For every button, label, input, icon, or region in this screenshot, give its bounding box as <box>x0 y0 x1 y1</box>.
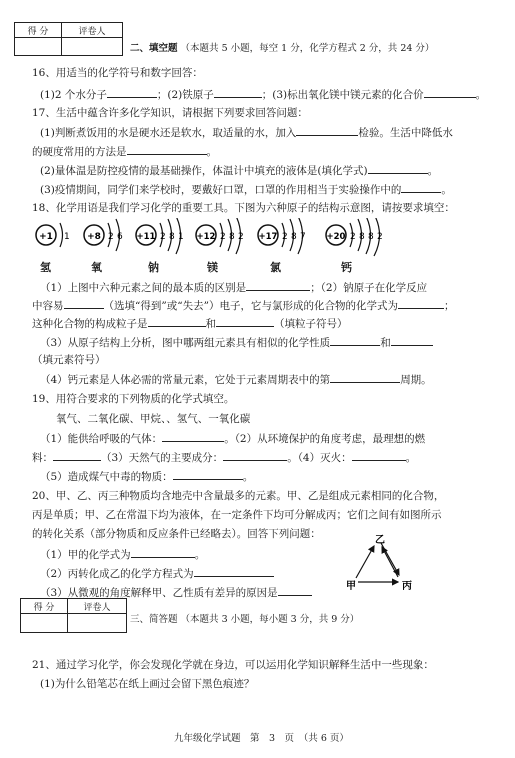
answer-blank[interactable] <box>127 144 207 155</box>
answer-blank[interactable] <box>216 316 274 327</box>
element-name-hydrogen: 氢 <box>40 261 51 274</box>
svg-text:8: 8 <box>368 232 374 242</box>
q19-text: （3）天然气的主要成分： <box>101 452 224 464</box>
q17-line2: 的硬度常用的方法是 。 <box>32 146 217 158</box>
answer-blank[interactable] <box>214 87 262 98</box>
page-footer: 九年级化学试题 第 3 页 （共 6 页） <box>174 733 349 744</box>
svg-text:+12: +12 <box>196 232 216 242</box>
atom-sodium <box>136 218 184 254</box>
element-name-magnesium: 镁 <box>207 261 218 274</box>
grader-label: 评卷人 <box>68 599 127 614</box>
atom-hydrogen <box>36 223 70 247</box>
q21-part1: (1)为什么铅笔芯在纸上画过会留下黑色痕迹？ <box>40 678 255 690</box>
grader-cell[interactable] <box>68 614 127 633</box>
grader-label: 评卷人 <box>62 23 123 38</box>
q16-part1: (1)2 个水分子 <box>40 89 107 101</box>
answer-blank[interactable] <box>64 298 104 309</box>
svg-text:2: 2 <box>108 232 114 242</box>
answer-blank[interactable] <box>223 450 287 461</box>
q20-text: （2）丙转化成乙的化学方程式为 <box>40 568 194 580</box>
svg-text:+11: +11 <box>136 232 156 242</box>
diagram-label-bing: 丙 <box>402 581 412 592</box>
q17-text: (3)疫情期间，同学们来学校时，要戴好口罩，口罩的作用相当于实验操作中的 <box>40 184 402 196</box>
answer-blank[interactable] <box>398 298 444 309</box>
answer-blank[interactable] <box>194 566 274 577</box>
section-note: （本题共 3 小题，每小题 3 分，共 9 分） <box>180 614 360 625</box>
q20-part2 <box>40 566 274 581</box>
score-box-2 <box>20 598 127 633</box>
q17-text: 的硬度常用的方法是 <box>32 146 127 158</box>
score-cell[interactable] <box>21 614 68 633</box>
element-name-oxygen: 氧 <box>91 261 102 274</box>
svg-text:2: 2 <box>160 232 166 242</box>
q18-text: 这种化合物的构成粒子是 <box>32 318 148 330</box>
section2-header <box>130 40 434 54</box>
q18-text: （填粒子符号） <box>274 318 348 330</box>
answer-blank[interactable] <box>162 431 224 442</box>
q18-line1 <box>40 280 427 295</box>
q18-line4 <box>40 335 433 350</box>
element-name-sodium: 钠 <box>148 261 159 274</box>
q20-part1: （1）甲的化学式为 。 <box>40 549 206 561</box>
score-cell[interactable] <box>15 38 62 56</box>
q19-line3: （5）造成煤气中毒的物质： 。 <box>40 471 254 483</box>
q20-line2: 丙是单质；甲、乙在常温下均为液体，在一定条件下均可分解成丙；它们之间有如图所示 <box>32 509 442 521</box>
q20-text: （1）甲的化学式为 <box>40 549 131 561</box>
q18-stem: 18、化学用语是我们学习化学的重要工具。下图为六种原子的结构示意图，请按要求填空： <box>32 202 455 214</box>
q18-text: 周期。 <box>400 374 432 386</box>
svg-text:8: 8 <box>229 232 235 242</box>
q18-line3 <box>32 316 348 331</box>
q18-text: 和 <box>205 318 216 330</box>
q19-line2: 料： （3）天然气的主要成分： 。（4）灭火： 。 <box>32 452 417 464</box>
svg-text:2: 2 <box>350 232 356 242</box>
answer-blank[interactable] <box>330 372 400 383</box>
q19-text: （1）能供给呼吸的气体： <box>40 433 163 445</box>
answer-blank[interactable] <box>173 469 243 480</box>
q19-line1: （1）能供给呼吸的气体： 。（2）从环境保护的角度考虑，最理想的燃 <box>40 433 426 445</box>
answer-blank[interactable] <box>53 450 101 461</box>
answer-blank[interactable] <box>296 125 358 136</box>
q17-stem: 17、生活中蕴含许多化学知识，请根据下列要求回答问题： <box>32 107 308 119</box>
q18-text: 和 <box>380 337 391 349</box>
svg-text:+8: +8 <box>87 232 101 242</box>
answer-blank[interactable] <box>107 87 157 98</box>
atom-calcium <box>326 218 383 256</box>
svg-text:+20: +20 <box>326 232 346 242</box>
section-title: 三、简答题 <box>130 614 178 625</box>
q16-part2: ；(2)铁原子 <box>156 89 214 101</box>
q17-text: (2)量体温是防控疫情的最基础操作，体温计中填充的液体是(填化学式) <box>40 165 368 177</box>
answer-blank[interactable] <box>401 182 441 193</box>
q18-text: （1）上图中六种元素之间的最本质的区别是 <box>40 282 247 294</box>
svg-text:8: 8 <box>169 232 175 242</box>
svg-text:2: 2 <box>220 232 226 242</box>
q18-text: ；（2）钠原子在化学反应 <box>310 282 428 294</box>
q19-substances: 氧气、二氧化碳、甲烷、、氢气、一氧化碳 <box>56 413 251 425</box>
q16-end: 。 <box>475 89 487 101</box>
answer-blank[interactable] <box>424 87 476 98</box>
score-box-1 <box>14 22 123 56</box>
q18-text: （选填“得到”或“失去”）电子，它与氯形成的化合物的化学式为 <box>103 300 398 312</box>
grader-cell[interactable] <box>62 38 123 56</box>
q20-line3: 的转化关系（部分物质和反应条件已经略去）。回答下列问题： <box>32 528 321 540</box>
q17-text: (1)判断煮饭用的水是硬水还是软水，取适量的水，加入 <box>40 127 297 139</box>
q19-text: （5）造成煤气中毒的物质： <box>40 471 173 483</box>
q19-text: （2）从环境保护的角度考虑，最理想的燃 <box>234 433 426 445</box>
svg-text:7: 7 <box>300 232 306 242</box>
svg-text:8: 8 <box>291 232 297 242</box>
answer-blank[interactable] <box>148 316 206 327</box>
score-label: 得 分 <box>15 23 62 38</box>
q18-line6 <box>40 372 432 387</box>
q18-line2: 中容易 （选填“得到”或“失去”）电子，它与氯形成的化合物的化学式为 ； <box>32 300 455 312</box>
diagram-label-yi: 乙 <box>375 535 385 546</box>
q20-line1: 20、甲、乙、丙三种物质均含地壳中含量最多的元素。甲、乙是组成元素相同的化合物， <box>32 490 445 502</box>
svg-text:1: 1 <box>178 232 184 242</box>
section-title: 二、填空题 <box>130 43 178 54</box>
atom-structure-diagrams <box>34 218 504 270</box>
section-note: （本题共 5 小题，每空 1 分，化学方程式 2 分，共 24 分） <box>180 43 435 54</box>
answer-blank[interactable] <box>391 335 433 346</box>
svg-text:1: 1 <box>64 232 70 242</box>
score-label: 得 分 <box>21 599 68 614</box>
q17-line3: (2)量体温是防控疫情的最基础操作，体温计中填充的液体是(填化学式) 。 <box>40 165 439 177</box>
q20-text: （3）从微观的角度解释甲、乙性质有差异的原因是 <box>40 587 278 599</box>
answer-blank[interactable] <box>131 547 195 558</box>
q18-text: 中容易 <box>32 300 64 312</box>
q16-parts <box>40 87 486 102</box>
svg-text:+17: +17 <box>258 232 278 242</box>
svg-text:6: 6 <box>117 232 123 242</box>
q17-line1 <box>40 125 453 140</box>
q16-stem: 16、用适当的化学符号和数字回答： <box>32 67 203 79</box>
answer-blank[interactable] <box>330 335 380 346</box>
svg-text:2: 2 <box>377 232 383 242</box>
atom-chlorine <box>258 218 306 254</box>
q17-line4: (3)疫情期间，同学们来学校时，要戴好口罩，口罩的作用相当于实验操作中的 。 <box>40 184 452 196</box>
answer-blank[interactable] <box>278 585 312 596</box>
answer-blank[interactable] <box>246 280 310 291</box>
answer-blank[interactable] <box>368 163 428 174</box>
answer-blank[interactable] <box>352 450 406 461</box>
element-name-chlorine: 氯 <box>270 261 281 274</box>
section3-header <box>130 611 359 625</box>
q18-line5: （填元素符号） <box>32 354 106 366</box>
svg-text:2: 2 <box>238 232 244 242</box>
svg-text:2: 2 <box>282 232 288 242</box>
q19-stem: 19、用符合要求的下列物质的化学式填空。 <box>32 393 235 405</box>
q16-part3: ；(3)标出氧化镁中镁元素的化合价 <box>261 89 424 101</box>
q17-text: 检验。生活中降低水 <box>358 127 453 139</box>
q18-text: （4）钙元素是人体必需的常量元素，它处于元素周期表中的第 <box>40 374 331 386</box>
atom-magnesium <box>196 218 244 254</box>
q18-text: （3）从原子结构上分析，图中哪两组元素具有相似的化学性质 <box>40 337 331 349</box>
q21-stem: 21、通过学习化学，你会发现化学就在身边，可以运用化学知识解释生活中一些现象： <box>32 659 434 671</box>
diagram-label-jia: 甲 <box>346 581 356 592</box>
element-name-calcium: 钙 <box>341 261 352 274</box>
q19-text: （4）灭火： <box>297 452 352 464</box>
atom-oxygen <box>84 219 123 251</box>
svg-text:8: 8 <box>359 232 365 242</box>
svg-text:+1: +1 <box>39 232 53 242</box>
conversion-triangle-diagram <box>344 532 414 594</box>
q19-text: 料： <box>32 452 53 464</box>
